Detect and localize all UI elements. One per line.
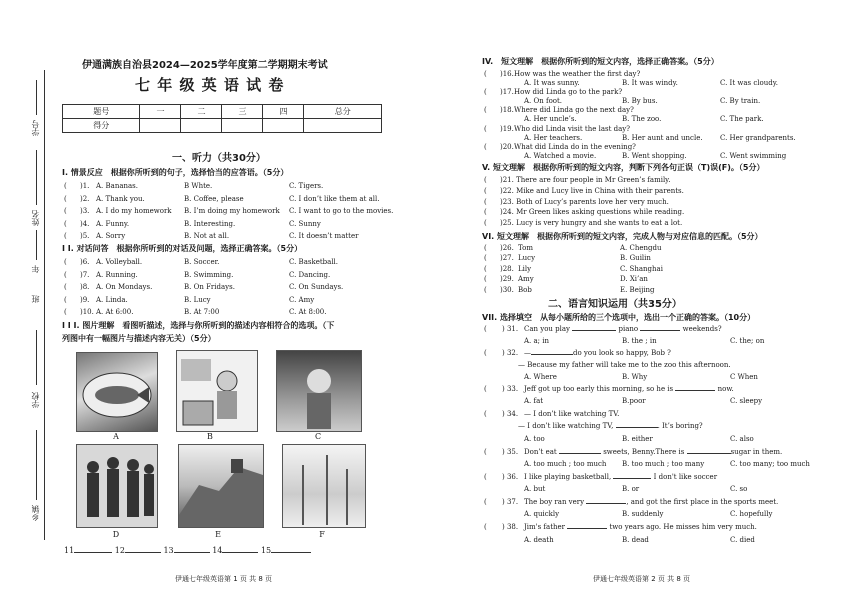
picture-great-wall: [178, 444, 264, 528]
statement: )22. Mike and Lucy live in China with their parents.: [500, 186, 684, 195]
option-b: B. or: [622, 485, 640, 493]
option-c: C. Sunny: [289, 219, 321, 228]
answer-blank[interactable]: [74, 552, 112, 553]
grade-label: 年: [31, 265, 40, 273]
option-c: C. It was cloudy.: [720, 79, 778, 87]
option-c: C. sleepy: [730, 397, 763, 405]
statement: )23. Both of Lucy’s parents love her very much.: [500, 197, 669, 206]
person-name: Tom: [518, 244, 533, 252]
fill-blank[interactable]: [687, 453, 731, 454]
fill-blank[interactable]: [531, 354, 573, 355]
option-c: C. so: [730, 485, 748, 493]
score-cell: 四: [263, 105, 304, 119]
answer-bracket[interactable]: (: [484, 124, 487, 133]
question-line-2: — Because my father will take me to the zoo this afternoon.: [518, 361, 731, 369]
question-text: Where did Linda go the next day?: [514, 106, 634, 115]
answer-bracket[interactable]: (: [484, 208, 487, 217]
option-b: B. Interesting.: [184, 219, 236, 228]
answer-bracket[interactable]: (: [484, 275, 487, 284]
question-line: [524, 349, 671, 358]
picture-snowy-trees: [282, 444, 366, 528]
question-text: I don't like soccer: [653, 473, 718, 481]
exam-title: 七 年 级 英 语 试 卷: [135, 76, 285, 94]
place-option: E. Beijing: [620, 285, 655, 294]
option-c: C When: [730, 373, 758, 381]
question-number: )28.: [500, 264, 514, 273]
fill-blank[interactable]: [616, 427, 658, 428]
option-c: C. Dancing.: [289, 270, 331, 279]
statement: )24. Mr Green likes asking questions while reading.: [500, 208, 685, 217]
option-b: B. It was windy.: [622, 79, 678, 87]
picture-child-outdoors: [276, 350, 362, 432]
option-b: B.poor: [622, 397, 646, 405]
option-c: C. On Sundays.: [289, 283, 344, 292]
score-label: 得分: [63, 119, 140, 133]
question-number: )27.: [500, 254, 514, 263]
question-text: I like playing basketball,: [524, 473, 612, 481]
fill-blank[interactable]: [586, 503, 626, 504]
option-b: B. Swimming.: [184, 270, 234, 279]
answer-bracket[interactable]: (: [484, 325, 487, 333]
option-a: A. Where: [524, 373, 557, 381]
option-c: C. The park.: [720, 115, 764, 124]
question-text: Jeff got up too early this morning, so he is: [524, 385, 674, 393]
question-text: Jim's father: [524, 523, 565, 531]
answer-bracket[interactable]: (: [484, 106, 487, 115]
question-text: Can you play: [524, 325, 571, 333]
blank-number: 15: [260, 546, 272, 555]
question-text: sweets, Benny.There is: [603, 448, 685, 456]
option-a: A. At 6:00.: [96, 308, 134, 317]
question-text: How did Linda go to the park?: [514, 88, 623, 97]
option-b: B. By bus.: [622, 97, 658, 106]
option-b: B. too much ; too many: [622, 460, 705, 468]
page-footer-2: 伊通七年级英语第 2 页 共 8 页: [593, 575, 691, 583]
option-c: C. hopefully: [730, 510, 773, 518]
option-a: A. Linda.: [96, 295, 128, 304]
question-number: )20.: [500, 142, 514, 151]
answer-bracket[interactable]: (: [484, 176, 487, 184]
option-c: C. It doesn’t matter: [289, 232, 359, 241]
option-b: B. dead: [622, 536, 649, 544]
statement: )25. Lucy is very hungry and she wants to eat a lot.: [500, 219, 683, 228]
score-table: [62, 104, 382, 133]
score-cell: 二: [181, 105, 222, 119]
section-VI-title: VI. 短文理解 根据你所听到的短文内容，完成人物与对应信息的匹配。（5分）: [482, 232, 763, 241]
picture-label-D: D: [112, 530, 120, 539]
option-c: C. Tigers.: [289, 182, 324, 190]
option-a: A. It was sunny.: [524, 79, 580, 87]
question-text: Don’t eat: [524, 448, 557, 456]
option-b: B. the ; in: [622, 337, 657, 345]
question-text: . It’s boring?: [657, 422, 703, 430]
option-b: B. Why: [622, 373, 648, 381]
person-name: Lucy: [518, 254, 536, 263]
answer-bracket[interactable]: (: [484, 264, 487, 273]
option-b: B. On Fridays.: [184, 283, 235, 292]
question-number: )30.: [500, 285, 514, 294]
question-number: )5.: [80, 232, 90, 241]
option-a: A. Thank you.: [96, 194, 145, 203]
question-number: )29.: [500, 275, 514, 284]
option-a: A. Bananas.: [96, 182, 139, 190]
option-b: B. Went shopping.: [622, 151, 687, 160]
blank-number: 11: [64, 546, 75, 555]
question-text: piano: [618, 325, 639, 333]
question-text: do you look so happy, Bob ?: [573, 349, 671, 357]
score-blank[interactable]: [222, 119, 263, 133]
student-id-blank: [36, 80, 37, 115]
option-a: A. On foot.: [524, 97, 563, 106]
picture-label-C: C: [314, 432, 322, 441]
binding-line: [44, 70, 45, 540]
answer-bracket[interactable]: (: [64, 270, 67, 279]
section-IV-title: IV. 短文理解 根据你所听到的短文内容，选择正确答案。（5分）: [482, 57, 719, 66]
answer-blank[interactable]: [174, 552, 210, 553]
answer-bracket[interactable]: (: [484, 244, 487, 252]
question-number: )17.: [500, 88, 514, 97]
question-number: )8.: [80, 283, 90, 292]
option-b: B. Lucy: [184, 295, 211, 304]
question-line: [524, 448, 782, 457]
question-number: )18.: [500, 106, 514, 115]
place-option: A. Chengdu: [620, 244, 662, 252]
question-line: [524, 325, 722, 334]
option-b: B. The zoo.: [622, 115, 662, 124]
question-number: )4.: [80, 219, 90, 228]
exam-header: 伊通满族自治县2024—2025学年度第二学期期末考试: [82, 60, 328, 71]
question-number: ) 34.: [502, 410, 519, 418]
section-III-title-line2: 列图中有一幅图片与描述内容无关）（5分）: [62, 334, 216, 343]
place-option: D. Xi’an: [620, 275, 648, 284]
part2-title: 二、语言知识运用（共35分）: [548, 299, 682, 310]
question-number: ) 36.: [502, 473, 519, 481]
question-line: [524, 498, 778, 507]
option-b: B. either: [622, 435, 653, 443]
score-cell: 题号: [63, 105, 140, 119]
picture-label-B: B: [207, 432, 213, 441]
option-c: C. too many; too much: [730, 460, 810, 468]
section-V-title: V. 短文理解 根据你所听到的短文内容，判断下列各句正误（T)误(F)。（5分）: [482, 163, 765, 172]
fill-blank[interactable]: [675, 390, 715, 391]
option-a: A. I do my homework: [96, 207, 172, 216]
section-I-title: I. 情景反应 根据你所听到的句子，选择恰当的应答语。（5分）: [62, 168, 289, 177]
class-label: 班: [31, 295, 40, 303]
picture-girl-cooking: [176, 350, 258, 432]
answer-blank[interactable]: [271, 552, 311, 553]
score-blank[interactable]: [263, 119, 304, 133]
name-label: 姓名: [31, 210, 40, 226]
question-line-2: [518, 422, 703, 431]
score-blank[interactable]: [181, 119, 222, 133]
name-blank: [36, 150, 37, 205]
option-b: B. suddenly: [622, 510, 664, 518]
answer-bracket[interactable]: (: [484, 473, 487, 481]
fill-blank[interactable]: [559, 453, 601, 454]
answer-bracket[interactable]: (: [484, 410, 487, 418]
option-a: A. too much ; too much: [524, 460, 607, 468]
answer-bracket[interactable]: (: [64, 308, 67, 317]
option-a: A. too: [524, 435, 545, 443]
answer-blank[interactable]: [222, 552, 258, 553]
question-line: [524, 410, 619, 419]
question-number: )3.: [80, 207, 90, 216]
option-c: C. Amy: [289, 295, 315, 304]
part1-title: 一、听力（共30分）: [172, 153, 266, 164]
question-number: )1.: [80, 182, 90, 190]
question-number: )7.: [80, 270, 90, 279]
blank-number: 14: [212, 546, 223, 555]
option-b: B. I’m doing my homework: [184, 207, 280, 216]
answer-bracket[interactable]: (: [484, 142, 487, 151]
question-text: two years ago. He misses him very much.: [609, 523, 757, 531]
question-line: [524, 385, 734, 394]
township-label: 乡镇: [31, 505, 40, 521]
question-text: What did Linda do in the evening?: [514, 142, 636, 151]
option-b: B. Her aunt and uncle.: [622, 133, 703, 142]
question-text: How was the weather the first day?: [514, 70, 641, 78]
option-b: B. At 7:00: [184, 308, 220, 317]
score-blank[interactable]: [304, 119, 382, 133]
answer-bracket[interactable]: (: [484, 285, 487, 294]
question-number: )6.: [80, 258, 90, 266]
answer-bracket[interactable]: (: [64, 182, 67, 190]
answer-bracket[interactable]: (: [64, 194, 67, 203]
answer-bracket[interactable]: (: [484, 186, 487, 195]
picture-label-A: A: [113, 432, 119, 441]
question-text: Who did Linda visit the last day?: [514, 124, 630, 133]
option-a: A. Running.: [96, 270, 138, 279]
school-label: 学校: [31, 392, 40, 408]
question-text: weekends?: [682, 325, 722, 333]
question-text: sugar in them.: [730, 448, 783, 456]
fill-blank[interactable]: [613, 478, 651, 479]
option-a: A. Her uncle’s.: [524, 115, 577, 124]
answer-bracket[interactable]: (: [64, 258, 67, 266]
answer-bracket[interactable]: (: [64, 232, 67, 241]
fill-blank[interactable]: [640, 330, 680, 331]
answer-blanks-11-15: [64, 546, 311, 556]
question-number: )16.: [500, 70, 514, 78]
answer-bracket[interactable]: (: [484, 523, 487, 531]
answer-bracket[interactable]: (: [64, 219, 67, 228]
place-option: B. Guilin: [620, 254, 651, 263]
question-text: , and got the first place in the sports meet.: [626, 498, 779, 506]
option-a: A. death: [524, 536, 554, 544]
score-cell: 一: [140, 105, 181, 119]
answer-bracket[interactable]: (: [484, 349, 487, 357]
question-number: ) 33.: [502, 385, 519, 393]
option-b: B. Soccer.: [184, 258, 220, 266]
answer-bracket[interactable]: (: [64, 283, 67, 292]
option-c: C. died: [730, 536, 755, 544]
answer-bracket[interactable]: (: [484, 254, 487, 263]
answer-bracket[interactable]: (: [484, 88, 487, 97]
answer-bracket[interactable]: (: [484, 70, 487, 78]
answer-bracket[interactable]: (: [64, 207, 67, 216]
option-a: A. a; in: [524, 337, 550, 345]
answer-bracket[interactable]: (: [484, 219, 487, 228]
question-text: — I don’t like watching TV.: [524, 410, 620, 418]
student-id-label: 学号: [31, 120, 40, 136]
answer-bracket[interactable]: (: [484, 385, 487, 393]
option-a: A. On Mondays.: [96, 283, 153, 292]
section-III-title-line1: I I I. 图片理解 看图听描述，选择与你所听到的描述内容相符合的选项。（下: [62, 321, 335, 330]
question-number: ) 38.: [502, 523, 519, 531]
option-c: C. the; on: [730, 337, 765, 345]
person-name: Amy: [518, 275, 534, 284]
question-number: ) 31.: [502, 325, 519, 333]
place-option: C. Shanghai: [620, 264, 663, 273]
grade-blank: [36, 230, 37, 260]
blank-number: 12: [114, 546, 125, 555]
answer-bracket[interactable]: (: [64, 295, 67, 304]
option-b: B. Not at all.: [184, 232, 230, 241]
school-blank: [36, 330, 37, 385]
option-c: C. By train.: [720, 97, 761, 106]
page-footer-1: 伊通七年级英语第 1 页 共 8 页: [175, 575, 273, 583]
statement: )21. There are four people in Mr Green’s family.: [500, 176, 671, 184]
option-c: C. Her grandparents.: [720, 133, 796, 142]
answer-bracket[interactable]: (: [484, 197, 487, 206]
option-c: C. Basketball.: [289, 258, 339, 266]
fill-blank[interactable]: [567, 528, 607, 529]
option-a: A. Volleyball.: [96, 258, 143, 266]
score-table-header-row: [63, 105, 382, 119]
option-c: C. also: [730, 435, 754, 443]
score-blank[interactable]: [140, 119, 181, 133]
option-a: A. Sorry: [96, 232, 126, 241]
option-c: C. I don’t like them at all.: [289, 194, 380, 203]
picture-people-walking: [76, 444, 158, 528]
question-number: )19.: [500, 124, 514, 133]
question-text: —: [524, 349, 531, 357]
score-table-score-row: [63, 119, 382, 133]
answer-bracket[interactable]: (: [484, 498, 487, 506]
score-cell: 总分: [304, 105, 382, 119]
score-cell: 三: [222, 105, 263, 119]
option-a: A. Her teachers.: [524, 133, 583, 142]
question-number: ) 32.: [502, 349, 519, 357]
answer-bracket[interactable]: (: [484, 448, 487, 456]
question-line: [524, 473, 717, 482]
section-VII-title: VII. 选择填空 从每小题所给的三个选项中，选出一个正确的答案。（10分）: [482, 313, 756, 322]
picture-fish-dish: [76, 352, 158, 432]
option-a: A. fat: [524, 397, 544, 405]
question-line: [524, 523, 757, 532]
option-b: B. Coffee, please: [184, 194, 244, 203]
question-number: )2.: [80, 194, 90, 203]
question-number: ) 35.: [502, 448, 519, 456]
answer-blank[interactable]: [125, 552, 161, 553]
question-number: ) 37.: [502, 498, 519, 506]
person-name: Bob: [518, 285, 532, 294]
question-number: )26.: [500, 244, 514, 252]
question-number: )9.: [80, 295, 90, 304]
question-text: — I don’t like watching TV,: [518, 422, 614, 430]
section-II-title: I I. 对话问答 根据你所听到的对话及问题，选择正确答案。（5分）: [62, 244, 303, 253]
option-a: A. Funny.: [96, 219, 130, 228]
question-text: now.: [717, 385, 734, 393]
blank-number: 13: [163, 546, 174, 555]
option-a: A. but: [524, 485, 546, 493]
picture-label-E: E: [215, 530, 221, 539]
question-text: The boy ran very: [524, 498, 585, 506]
option-a: A. quickly: [524, 510, 560, 518]
person-name: Lily: [518, 264, 532, 273]
option-c: C. At 8:00.: [289, 308, 327, 317]
question-number: )10.: [80, 308, 94, 317]
option-c: C. Went swimming: [720, 151, 787, 160]
township-blank: [36, 430, 37, 500]
fill-blank[interactable]: [572, 330, 616, 331]
picture-label-F: F: [319, 530, 325, 539]
option-b: B Whte.: [184, 182, 213, 190]
option-c: C. I want to go to the movies.: [289, 207, 394, 216]
option-a: A. Watched a movie.: [524, 151, 597, 160]
